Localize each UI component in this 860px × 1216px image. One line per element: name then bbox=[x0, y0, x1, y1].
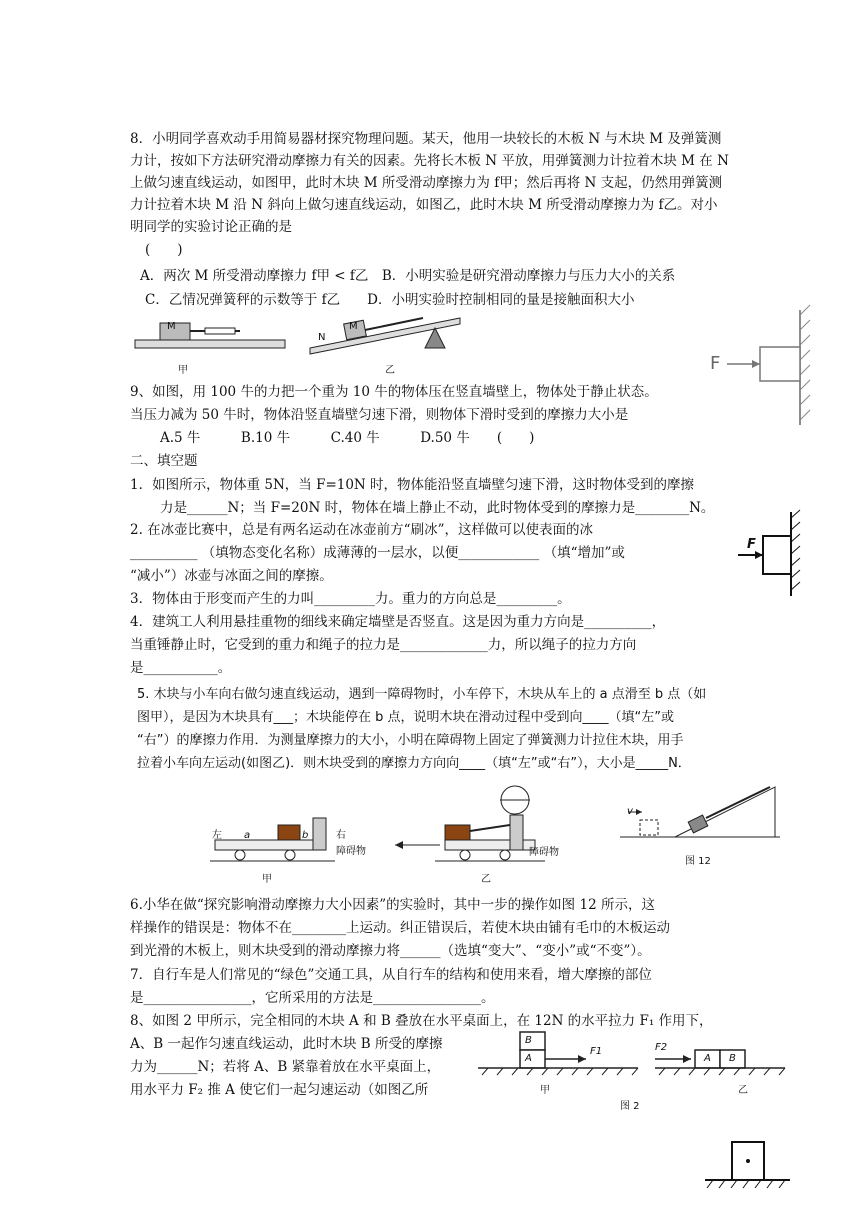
q9-figure-wall bbox=[705, 310, 815, 425]
fig2-jia bbox=[478, 1028, 638, 1078]
f2-line1: 2. 在冰壶比赛中，总是有两名运动在冰壶前方“刷冰”，这样做可以使表面的冰 bbox=[130, 522, 593, 538]
f6-line1: 6.小华在做“探究影响滑动摩擦力大小因素”的实验时，其中一步的操作如图 12 所示，这 bbox=[130, 897, 655, 913]
q9-label-f: F bbox=[710, 353, 721, 374]
f8-line2: A、B 一起作匀速直线运动，此时木块 B 所受的摩擦 bbox=[130, 1036, 443, 1052]
f5-label-b: b bbox=[302, 830, 309, 841]
f5-label-a: a bbox=[244, 830, 251, 841]
f5-label-obstacle-yi: 障碍物 bbox=[529, 847, 559, 858]
fig2-yi bbox=[655, 1028, 785, 1078]
f5-line1: 5. 木块与小车向右做匀速直线运动，遇到一障碍物时，小车停下，木块从车上的 a 点滑至 b 点（如 bbox=[137, 687, 707, 702]
q8-options-ab: A．两次 M 所受滑动摩擦力 f甲 < f乙 B．小明实验是研究滑动摩擦力与压力大小的关系 bbox=[140, 268, 676, 284]
f5-label-left-jia: 左 bbox=[212, 830, 222, 841]
q9-line2: 当压力减为 50 牛时，物体沿竖直墙壁匀速下滑，则物体下滑时受到的摩擦力大小是 bbox=[130, 407, 629, 423]
f7-line2: 是________________，它所采用的方法是________________。 bbox=[130, 990, 495, 1006]
fig12-label-v: v bbox=[627, 806, 633, 817]
f5-figure-yi bbox=[395, 785, 545, 865]
q8-stem: 8．小明同学喜欢动手用简易器材探究物理问题。某天，他用一块较长的木板 N 与木块 M 及弹簧测力计，按如下方法研究滑动摩擦力有关的因素。先将长木板 N 平放，用弹簧测力计拉着木块 M 在 N 上做匀速直线运动，如图甲，此时木块 M 所受滑动摩擦力为 f甲；然后再将 N 支起，仍然用弹簧测力计拉着木块 M 沿 N 斜向上做匀速直线运动，如图乙，此时木块 M 所受滑动摩擦力为 f乙。对小明同学的实验讨论正确的是 bbox=[130, 131, 729, 235]
fig2-caption: 图 2 bbox=[620, 1101, 640, 1112]
f3-line: 3．物体由于形变而产生的力叫_________力。重力的方向总是_________。 bbox=[130, 591, 571, 607]
fig2-label-b-yi: B bbox=[729, 1053, 736, 1064]
fig2-label-f1: F1 bbox=[590, 1046, 603, 1057]
q8-label-n: N bbox=[318, 332, 326, 343]
q8-caption-yi: 乙 bbox=[385, 365, 395, 376]
q8-options-cd: C．乙情况弹簧秤的示数等于 f乙 D．小明实验时控制相同的量是接触面积大小 bbox=[145, 292, 635, 308]
f2-figure-wall bbox=[738, 512, 808, 596]
f1-line2: 力是______N；当 F=20N 时，物体在墙上静止不动，此时物体受到的摩擦力是________N。 bbox=[160, 500, 715, 516]
f6-line2: 样操作的错误是：物体不在________上运动。纠正错误后，若使木块由铺有毛巾的木板运动 bbox=[130, 920, 670, 936]
f4-line2: 当重锤静止时，它受到的重力和绳子的拉力是_____________力，所以绳子的拉力方向 bbox=[130, 637, 637, 653]
q8-figure-yi bbox=[305, 308, 465, 353]
q9-line1: 9、如图，用 100 牛的力把一个重为 10 牛的物体压在竖直墙壁上，物体处于静止状态。 bbox=[130, 384, 658, 400]
f6-line3: 到光滑的木板上，则木块受到的滑动摩擦力将______（选填“变大”、“变小”或“不变”）。 bbox=[130, 943, 651, 959]
f4-line1: 4．建筑工人利用悬挂重物的细线来确定墙壁是否竖直。这是因为重力方向是__________， bbox=[130, 614, 666, 630]
q8-figure-jia bbox=[130, 318, 290, 354]
fig2-label-b-jia: B bbox=[525, 1035, 532, 1046]
f5-line4: 拉着小车向左运动(如图乙)．则木块受到的摩擦力方向向____（填“左”或“右”），大小是_____N． bbox=[137, 756, 691, 771]
f8-line3: 力为______N；若将 A、B 紧靠着放在水平桌面上， bbox=[130, 1059, 441, 1075]
q8-answer-paren: ( ) bbox=[145, 242, 183, 258]
fig2-caption-yi: 乙 bbox=[738, 1085, 748, 1096]
f5-label-right-jia: 右 bbox=[336, 830, 346, 841]
f5-caption-jia: 甲 bbox=[262, 874, 272, 885]
f2-label-f: F bbox=[747, 537, 756, 552]
q9-options: A.5 牛 B.10 牛 C.40 牛 D.50 牛 ( ) bbox=[160, 430, 535, 446]
fig12-incline bbox=[620, 782, 780, 842]
f4-line3: 是___________。 bbox=[130, 660, 232, 676]
f1-line1: 1．如图所示，物体重 5N，当 F=10N 时，物体能沿竖直墙壁匀速下滑，这时物体受到的摩擦 bbox=[130, 477, 695, 493]
f5-caption-yi: 乙 bbox=[481, 874, 491, 885]
bottom-block-figure bbox=[705, 1138, 790, 1193]
fig2-label-a-jia: A bbox=[525, 1053, 532, 1064]
f5-line2: 图甲），是因为木块具有___；木块能停在 b 点，说明木块在滑动过程中受到向____（填“左”或 bbox=[137, 710, 674, 725]
section-fill-blank-title: 二、填空题 bbox=[130, 453, 198, 469]
f7-line1: 7．自行车是人们常见的“绿色”交通工具，从自行车的结构和使用来看，增大摩擦的部位 bbox=[130, 967, 652, 983]
fig2-caption-jia: 甲 bbox=[540, 1085, 550, 1096]
fig2-label-a-yi: A bbox=[704, 1053, 711, 1064]
fig12-caption: 图 12 bbox=[685, 856, 711, 867]
f2-line3: “减小”）冰壶与冰面之间的摩擦。 bbox=[130, 568, 333, 584]
f5-figure-jia bbox=[210, 818, 340, 863]
q8-label-m-yi: M bbox=[349, 321, 358, 332]
f5-label-obstacle-jia: 障碍物 bbox=[336, 846, 366, 857]
fig2-label-f2: F2 bbox=[655, 1042, 668, 1053]
f5-line3: “右”）的摩擦力作用．为测量摩擦力的大小，小明在障碍物上固定了弹簧测力计拉住木块，用手 bbox=[137, 733, 684, 748]
f8-line1: 8、如图 2 甲所示，完全相同的木块 A 和 B 叠放在水平桌面上，在 12N 的水平拉力 F₁ 作用下， bbox=[130, 1013, 713, 1029]
f8-line4: 用水平力 F₂ 推 A 使它们一起匀速运动（如图乙所 bbox=[130, 1082, 429, 1098]
f2-line2: __________ （填物态变化名称）成薄薄的一层水，以便____________ （填“增加”或 bbox=[130, 545, 625, 561]
q8-caption-jia: 甲 bbox=[178, 365, 188, 376]
q8-label-m-jia: M bbox=[167, 321, 176, 332]
